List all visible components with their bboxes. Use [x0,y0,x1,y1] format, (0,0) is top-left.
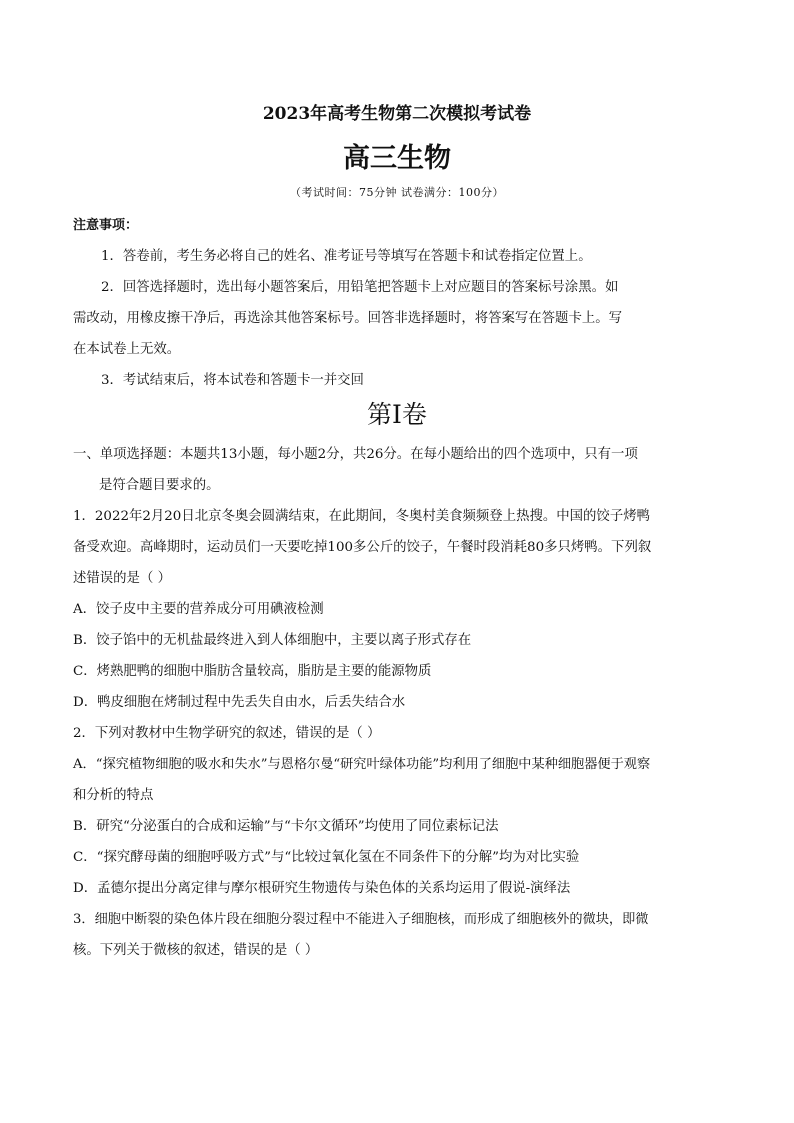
part-title: 第Ⅰ卷 [367,400,427,429]
q1-option-a: A．饺子皮中主要的营养成分可用碘液检测 [73,602,324,617]
q2-option-b: B．研究“分泌蛋白的合成和运输”与“卡尔文循环”均使用了同位素标记法 [73,819,499,834]
q2-stem: 2．下列对教材中生物学研究的叙述，错误的是（ ） [73,726,381,741]
section-intro-line-1: 一、单项选择题：本题共13小题，每小题2分，共26分。在每小题给出的四个选项中，只有一项 [73,447,638,462]
q1-stem-line-3: 述错误的是（ ） [73,571,171,586]
q1-stem-line-1: 1．2022年2月20日北京冬奥会圆满结束，在此期间，冬奥村美食频频登上热搜。中国的饺子烤鸭 [73,509,650,524]
q1-stem-line-2: 备受欢迎。高峰期时，运动员们一天要吃掉100多公斤的饺子，午餐时段消耗80多只烤鸭。下列叙 [73,540,652,555]
exam-info: （考试时间：75分钟 试卷满分：100分） [290,186,504,199]
notes-item-3: 3．考试结束后，将本试卷和答题卡一并交回 [101,373,364,388]
notes-item-2-line-1: 2．回答选择题时，选出每小题答案后，用铅笔把答题卡上对应题目的答案标号涂黑。如 [101,280,619,295]
section-intro-line-2: 是符合题目要求的。 [99,478,220,493]
notes-item-1: 1．答卷前，考生务必将自己的姓名、准考证号等填写在答题卡和试卷指定位置上。 [101,249,592,264]
notes-heading: 注意事项： [73,218,139,233]
q2-option-a-line-2: 和分析的特点 [73,788,154,803]
q2-option-c: C．“探究酵母菌的细胞呼吸方式”与“比较过氧化氢在不同条件下的分解”均为对比实验 [73,850,580,865]
q1-option-b: B．饺子馅中的无机盐最终进入到人体细胞中，主要以离子形式存在 [73,633,472,648]
q2-option-d: D．孟德尔提出分离定律与摩尔根研究生物遗传与染色体的关系均运用了假说-演绎法 [73,881,571,896]
q1-option-c: C．烤熟肥鸭的细胞中脂肪含量较高，脂肪是主要的能源物质 [73,664,432,679]
q2-option-a-line-1: A．“探究植物细胞的吸水和失水”与恩格尔曼“研究叶绿体功能”均利用了细胞中某种细胞器便于观察 [73,757,651,772]
q3-stem-line-1: 3．细胞中断裂的染色体片段在细胞分裂过程中不能进入子细胞核，而形成了细胞核外的微块，即微 [73,912,649,927]
q1-option-d: D．鸭皮细胞在烤制过程中先丢失自由水，后丢失结合水 [73,695,406,710]
notes-item-2-line-3: 在本试卷上无效。 [73,342,181,357]
notes-item-2-line-2: 需改动，用橡皮擦干净后，再选涂其他答案标号。回答非选择题时，将答案写在答题卡上。写 [73,311,623,326]
q3-stem-line-2: 核。下列关于微核的叙述，错误的是（ ） [73,943,319,958]
subject-title: 高三生物 [343,143,451,174]
exam-title: 2023年高考生物第二次模拟考试卷 [262,104,532,124]
